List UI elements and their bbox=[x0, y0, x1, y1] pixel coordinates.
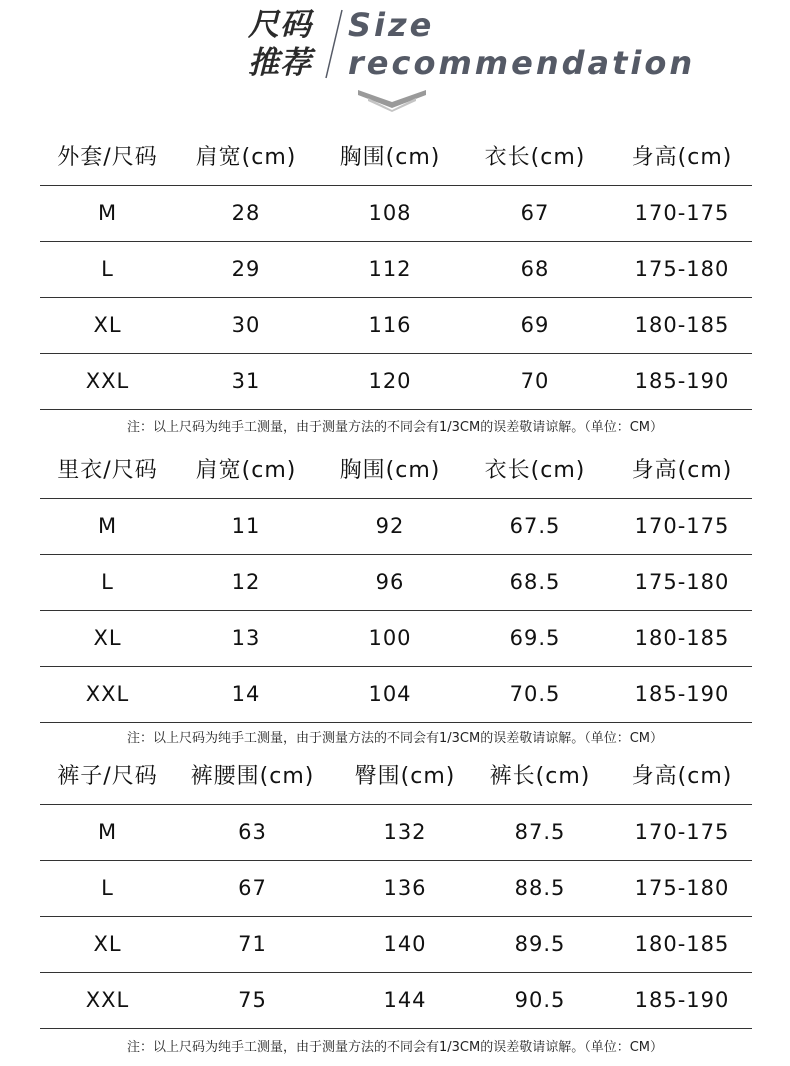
table-row bbox=[40, 861, 752, 917]
header-cell: 肩宽(cm) bbox=[195, 145, 297, 170]
value-cell: 67 bbox=[520, 201, 550, 225]
value-cell: 71 bbox=[238, 932, 267, 956]
header-divider-slash bbox=[322, 8, 346, 80]
size-cell: XL bbox=[93, 932, 122, 956]
table-row bbox=[40, 973, 752, 1029]
coat-size-table bbox=[40, 130, 752, 410]
table-row bbox=[40, 667, 752, 723]
value-cell: 30 bbox=[231, 313, 261, 337]
value-cell: 185-190 bbox=[634, 682, 730, 706]
value-cell: 185-190 bbox=[634, 988, 730, 1012]
value-cell: 112 bbox=[368, 257, 412, 281]
header-cell: 裤长(cm) bbox=[489, 764, 591, 789]
table-header-row bbox=[40, 130, 752, 186]
size-cell: XL bbox=[93, 313, 122, 337]
value-cell: 69 bbox=[520, 313, 550, 337]
value-cell: 144 bbox=[383, 988, 427, 1012]
size-cell: XXL bbox=[85, 682, 130, 706]
header-cell: 胸围(cm) bbox=[339, 145, 441, 170]
value-cell: 68 bbox=[520, 257, 550, 281]
value-cell: 108 bbox=[368, 201, 412, 225]
header-cell: 身高(cm) bbox=[631, 458, 733, 483]
value-cell: 180-185 bbox=[634, 313, 730, 337]
measurement-note: 注：以上尺码为纯手工测量，由于测量方法的不同会有1/3CM的误差敬请谅解。（单位：CM） bbox=[126, 731, 663, 746]
value-cell: 75 bbox=[238, 988, 267, 1012]
table-row bbox=[40, 186, 752, 242]
header-cell: 胸围(cm) bbox=[339, 458, 441, 483]
value-cell: 70 bbox=[520, 369, 550, 393]
value-cell: 89.5 bbox=[514, 932, 566, 956]
value-cell: 88.5 bbox=[514, 876, 566, 900]
size-cell: M bbox=[97, 514, 118, 538]
header-cell: 臀围(cm) bbox=[354, 764, 456, 789]
size-cell: XL bbox=[93, 626, 122, 650]
inner-top-size-table bbox=[40, 443, 752, 723]
value-cell: 29 bbox=[231, 257, 261, 281]
value-cell: 170-175 bbox=[634, 820, 730, 844]
value-cell: 180-185 bbox=[634, 932, 730, 956]
size-cell: L bbox=[101, 257, 114, 281]
value-cell: 87.5 bbox=[514, 820, 566, 844]
pants-size-table bbox=[40, 749, 752, 1029]
value-cell: 31 bbox=[231, 369, 261, 393]
table-row bbox=[40, 354, 752, 410]
value-cell: 28 bbox=[231, 201, 261, 225]
header-cell: 里衣/尺码 bbox=[57, 458, 158, 483]
value-cell: 100 bbox=[368, 626, 412, 650]
value-cell: 175-180 bbox=[634, 876, 730, 900]
header-cell: 裤腰围(cm) bbox=[190, 764, 315, 789]
header-cell: 裤子/尺码 bbox=[57, 764, 158, 789]
value-cell: 12 bbox=[231, 570, 261, 594]
value-cell: 90.5 bbox=[514, 988, 566, 1012]
header-cell: 衣长(cm) bbox=[484, 458, 586, 483]
value-cell: 175-180 bbox=[634, 257, 730, 281]
size-cell: M bbox=[97, 820, 118, 844]
size-cell: M bbox=[97, 201, 118, 225]
header-title-en-line2: recommendation bbox=[348, 44, 696, 82]
size-cell: XXL bbox=[85, 369, 130, 393]
value-cell: 170-175 bbox=[634, 201, 730, 225]
table-header-row bbox=[40, 443, 752, 499]
value-cell: 180-185 bbox=[634, 626, 730, 650]
header-cell: 身高(cm) bbox=[631, 764, 733, 789]
value-cell: 96 bbox=[375, 570, 405, 594]
table-header-row bbox=[40, 749, 752, 805]
size-cell: XXL bbox=[85, 988, 130, 1012]
table-row bbox=[40, 555, 752, 611]
chevron-down-icon bbox=[356, 88, 428, 112]
value-cell: 14 bbox=[231, 682, 261, 706]
header-title-cn-line1: 尺码 bbox=[248, 7, 312, 43]
value-cell: 67.5 bbox=[509, 514, 561, 538]
value-cell: 120 bbox=[368, 369, 412, 393]
value-cell: 69.5 bbox=[509, 626, 561, 650]
header-cell: 衣长(cm) bbox=[484, 145, 586, 170]
value-cell: 170-175 bbox=[634, 514, 730, 538]
value-cell: 104 bbox=[368, 682, 412, 706]
header-cell: 肩宽(cm) bbox=[195, 458, 297, 483]
table-row bbox=[40, 242, 752, 298]
table-row bbox=[40, 805, 752, 861]
measurement-note: 注：以上尺码为纯手工测量，由于测量方法的不同会有1/3CM的误差敬请谅解。（单位：CM） bbox=[126, 1040, 663, 1055]
value-cell: 132 bbox=[383, 820, 427, 844]
table-row bbox=[40, 611, 752, 667]
size-recommendation-header bbox=[0, 0, 790, 120]
value-cell: 67 bbox=[238, 876, 267, 900]
size-cell: L bbox=[101, 876, 114, 900]
value-cell: 136 bbox=[383, 876, 427, 900]
header-title-cn bbox=[248, 6, 318, 82]
header-title-en-line1: Size bbox=[348, 6, 435, 44]
value-cell: 13 bbox=[231, 626, 261, 650]
value-cell: 185-190 bbox=[634, 369, 730, 393]
table-row bbox=[40, 917, 752, 973]
table-row bbox=[40, 298, 752, 354]
value-cell: 11 bbox=[231, 514, 261, 538]
value-cell: 140 bbox=[383, 932, 427, 956]
value-cell: 70.5 bbox=[509, 682, 561, 706]
measurement-note: 注：以上尺码为纯手工测量，由于测量方法的不同会有1/3CM的误差敬请谅解。（单位：CM） bbox=[126, 420, 663, 435]
table-row bbox=[40, 499, 752, 555]
value-cell: 63 bbox=[238, 820, 267, 844]
header-cell: 外套/尺码 bbox=[57, 145, 158, 170]
size-cell: L bbox=[101, 570, 114, 594]
value-cell: 92 bbox=[375, 514, 405, 538]
header-cell: 身高(cm) bbox=[631, 145, 733, 170]
value-cell: 116 bbox=[368, 313, 412, 337]
header-title-cn-line2: 推荐 bbox=[248, 45, 312, 81]
value-cell: 175-180 bbox=[634, 570, 730, 594]
value-cell: 68.5 bbox=[509, 570, 561, 594]
